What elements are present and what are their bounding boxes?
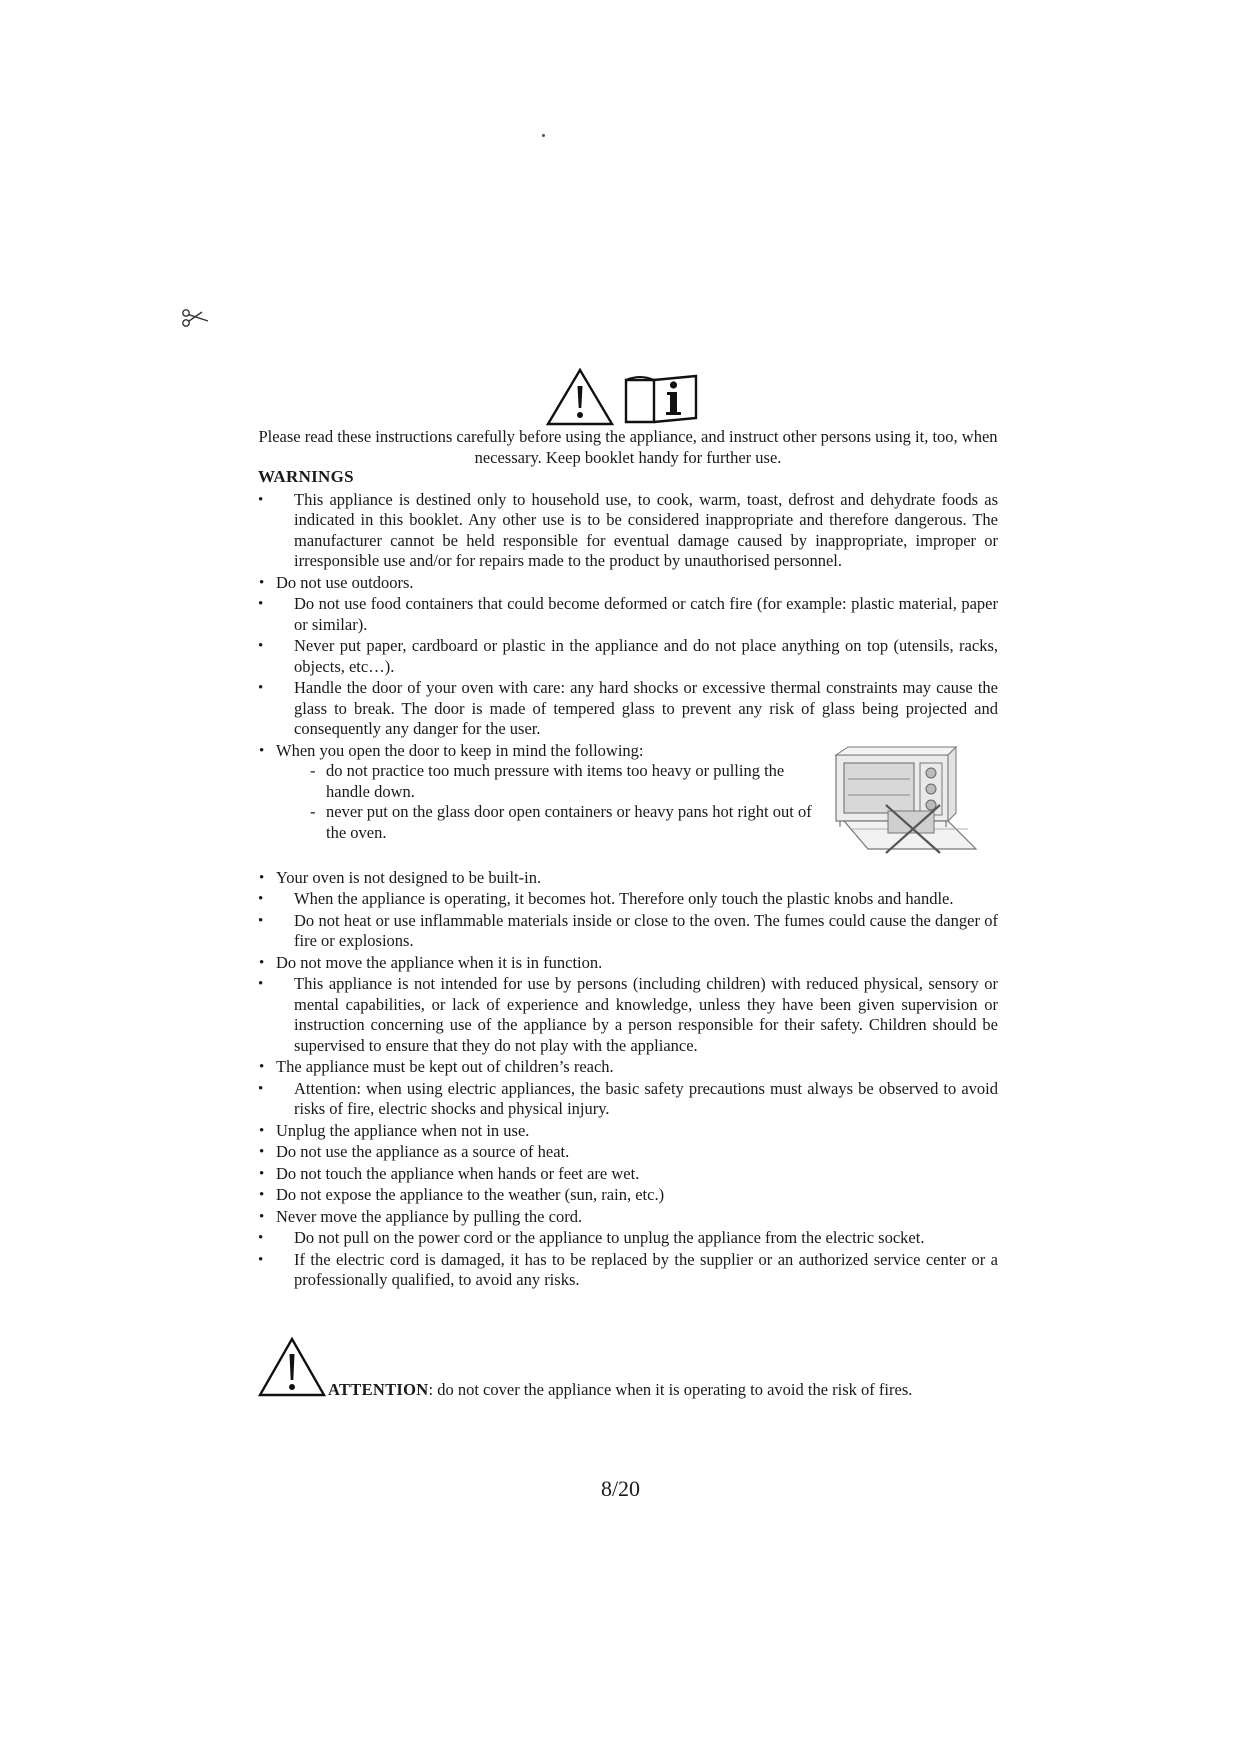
bullet-icon: • bbox=[258, 1230, 264, 1246]
warning-item bbox=[258, 1057, 998, 1078]
warning-text: Do not heat or use inflammable materials inside or close to the oven. The fumes could cause the danger of fire or explosions. bbox=[294, 910, 998, 950]
scan-dot bbox=[542, 134, 545, 137]
warning-item bbox=[258, 1250, 998, 1291]
warning-item bbox=[258, 1079, 998, 1120]
warning-text: Do not use outdoors. bbox=[276, 572, 414, 592]
warning-item bbox=[258, 1121, 998, 1142]
dash-icon: - bbox=[310, 761, 316, 780]
door-warning-item bbox=[258, 741, 998, 867]
bullet-icon: • bbox=[259, 1122, 265, 1139]
warning-text: Handle the door of your oven with care: any hard shocks or excessive thermal constraints may cause the glass to break. The door is made of tempered glass to prevent any risk of glass being projected and consequently any danger for the user. bbox=[294, 678, 998, 738]
bullet-icon: • bbox=[258, 1080, 264, 1097]
warning-text: Unplug the appliance when not in use. bbox=[276, 1120, 530, 1140]
warning-triangle-icon bbox=[258, 1336, 326, 1398]
bullet-icon: • bbox=[258, 638, 264, 654]
warning-item bbox=[258, 1207, 998, 1228]
bullet-icon: • bbox=[258, 596, 264, 612]
warning-text: Never move the appliance by pulling the cord. bbox=[276, 1206, 583, 1226]
warning-item bbox=[258, 974, 998, 1056]
bullet-icon: • bbox=[259, 954, 265, 971]
warning-item bbox=[258, 490, 998, 572]
bullet-icon: • bbox=[259, 1144, 265, 1160]
warning-text: Do not move the appliance when it is in function. bbox=[276, 952, 603, 972]
warning-item bbox=[258, 889, 998, 910]
oven-open-door-crossed-icon bbox=[828, 745, 993, 863]
bullet-icon: • bbox=[259, 1187, 265, 1203]
bullet-icon: • bbox=[258, 1251, 264, 1268]
bullet-icon: • bbox=[258, 680, 264, 696]
door-sub-text: never put on the glass door open containers or heavy pans hot right out of the oven. bbox=[326, 802, 812, 842]
warnings-heading: WARNINGS bbox=[258, 467, 354, 486]
door-sub-item bbox=[310, 802, 825, 843]
warning-item bbox=[258, 678, 998, 740]
warning-text: Do not touch the appliance when hands or feet are wet. bbox=[276, 1163, 640, 1183]
warning-item bbox=[258, 636, 998, 677]
page-number: 8/20 bbox=[600, 1476, 641, 1501]
warning-text: This appliance is not intended for use by persons (including children) with reduced physical, sensory or mental capabilities, or lack of experience and knowledge, unless they have been given supervision or instruction concerning use of the appliance by a person responsible for their safety. Children should be supervised to ensure that they do not play with the appliance. bbox=[294, 974, 998, 1055]
warning-item bbox=[258, 1228, 998, 1249]
bullet-icon: • bbox=[258, 912, 264, 929]
bullet-icon: • bbox=[258, 976, 264, 992]
bullet-icon: • bbox=[258, 491, 264, 508]
warning-text: When the appliance is operating, it becomes hot. Therefore only touch the plastic knobs and handle. bbox=[294, 889, 954, 908]
warning-triangle-icon bbox=[548, 370, 612, 424]
warning-item bbox=[258, 594, 998, 635]
door-sub-text: do not practice too much pressure with items too heavy or pulling the handle down. bbox=[326, 761, 785, 801]
bullet-icon: • bbox=[259, 1059, 265, 1075]
warning-item bbox=[258, 1164, 998, 1185]
attention-label: ATTENTION bbox=[328, 1380, 429, 1399]
header-icons bbox=[546, 368, 698, 426]
attention-body: : do not cover the appliance when it is operating to avoid the risk of fires. bbox=[428, 1380, 913, 1399]
door-sub-list bbox=[276, 761, 825, 843]
bullet-icon: • bbox=[259, 574, 265, 591]
scissors-icon bbox=[180, 306, 210, 330]
attention-notice bbox=[258, 1336, 1018, 1400]
door-intro: When you open the door to keep in mind the following: bbox=[276, 740, 644, 760]
attention-text bbox=[328, 1380, 912, 1400]
warning-text: The appliance must be kept out of children’s reach. bbox=[276, 1057, 614, 1076]
intro-paragraph: Please read these instructions carefully before using the appliance, and instruct other persons using it, too, when necessary. Keep booklet handy for further use. bbox=[258, 427, 998, 467]
door-sub-item bbox=[310, 761, 825, 802]
warning-text: This appliance is destined only to household use, to cook, warm, toast, defrost and dehydrate foods as indicated in this booklet. Any other use is to be considered inappropriate and therefore dangerous. The manufacturer cannot be held responsible for eventual damage caused by inappropriate, improper or irresponsible use and/or for repairs made to the product by unauthorised personnel. bbox=[294, 489, 998, 570]
warning-text: Never put paper, cardboard or plastic in the appliance and do not place anything on top (utensils, racks, objects, etc…). bbox=[294, 636, 998, 676]
warning-item bbox=[258, 868, 998, 889]
warning-item bbox=[258, 911, 998, 952]
bullet-icon: • bbox=[258, 891, 264, 907]
warning-item bbox=[258, 1185, 998, 1206]
info-book-icon bbox=[626, 376, 696, 422]
warning-text: Do not use the appliance as a source of heat. bbox=[276, 1142, 570, 1161]
dash-icon: - bbox=[310, 802, 316, 821]
warnings-section bbox=[258, 467, 998, 1292]
bullet-icon: • bbox=[259, 1208, 265, 1225]
bullet-icon: • bbox=[259, 1165, 265, 1182]
warnings-list bbox=[258, 490, 998, 1291]
warning-item bbox=[258, 953, 998, 974]
warning-item bbox=[258, 1142, 998, 1163]
warning-text: If the electric cord is damaged, it has to be replaced by the supplier or an authorized service center or a professionally qualified, to avoid any risks. bbox=[294, 1249, 998, 1289]
warning-text: Do not use food containers that could become deformed or catch fire (for example: plastic material, paper or similar). bbox=[294, 594, 998, 634]
warning-text: Your oven is not designed to be built-in. bbox=[276, 867, 542, 887]
bullet-icon: • bbox=[259, 742, 265, 759]
warning-text: Do not pull on the power cord or the appliance to unplug the appliance from the electric socket. bbox=[294, 1228, 925, 1247]
warning-text: Do not expose the appliance to the weather (sun, rain, etc.) bbox=[276, 1185, 665, 1204]
warning-text: Attention: when using electric appliances, the basic safety precautions must always be observed to avoid risks of fire, electric shocks and physical injury. bbox=[294, 1078, 998, 1118]
bullet-icon: • bbox=[259, 869, 265, 886]
warning-item bbox=[258, 573, 998, 594]
